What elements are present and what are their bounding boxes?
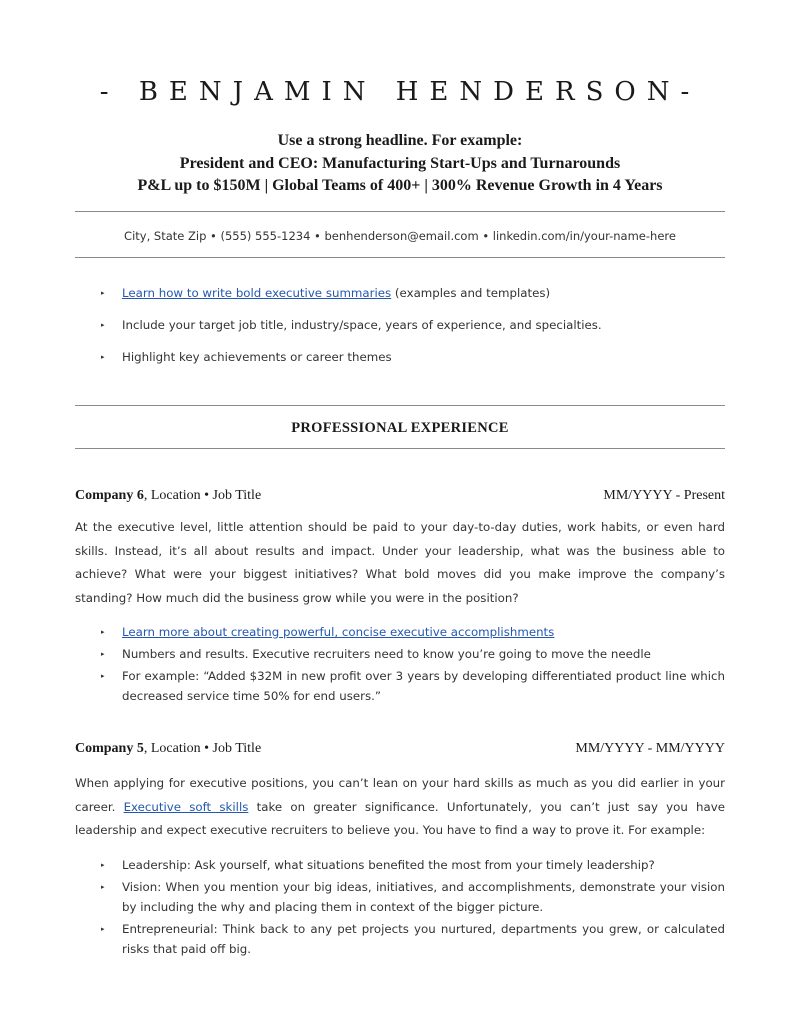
summary-list [75, 284, 725, 380]
accomplishment-text: Numbers and results. Executive recruiters need to know you’re going to move the needle [122, 647, 651, 661]
summary-item [75, 348, 725, 380]
divider [75, 211, 725, 212]
bullet-icon: ▸ [101, 925, 105, 933]
accomplishment-item [75, 644, 725, 664]
bullet-icon: ▸ [101, 861, 105, 869]
bullet-icon: ▸ [101, 650, 105, 658]
job-dates: MM/YYYY - Present [603, 488, 725, 503]
job-dates: MM/YYYY - MM/YYYY [575, 741, 725, 756]
summary-item [75, 284, 725, 316]
job-header [75, 741, 725, 757]
job-details: , Location • Job Title [143, 488, 262, 503]
paragraph-text: When applying for executive positions, you can’t lean on your hard skills as much as you did earlier in your career. [75, 776, 725, 814]
job-header [75, 488, 725, 504]
executive-summaries-link[interactable]: Learn how to write bold executive summaries [122, 286, 392, 300]
accomplishment-text: For example: “Added $32M in new profit over 3 years by developing differentiated product line which decreased service time 50% for end users.” [122, 669, 725, 703]
executive-soft-skills-link[interactable]: Executive soft skills [123, 799, 249, 814]
soft-skill-text: Vision: When you mention your big ideas, initiatives, and accomplishments, demonstrate your vision by including the why and placing them in context of the bigger picture. [122, 880, 725, 914]
bullet-icon: ▸ [101, 289, 105, 297]
headline-line: P&L up to $150M | Global Teams of 400+ | 300% Revenue Growth in 4 Years [137, 177, 663, 194]
summary-item-text: Include your target job title, industry/space, years of experience, and specialties. [122, 318, 602, 332]
contact-info: City, State Zip • (555) 555-1234 • benhenderson@email.com • linkedin.com/in/your-name-here [124, 229, 676, 243]
job-description [75, 772, 725, 843]
executive-accomplishments-link[interactable]: Learn more about creating powerful, concise executive accomplishments [122, 625, 555, 639]
candidate-name: - BENJAMIN HENDERSON- [99, 77, 701, 107]
soft-skill-text: Entrepreneurial: Think back to any pet projects you nurtured, departments you grew, or calculated risks that paid off big. [122, 922, 725, 956]
soft-skill-item [75, 855, 725, 875]
accomplishment-item [75, 622, 725, 642]
job-details: , Location • Job Title [143, 741, 262, 756]
summary-item [75, 316, 725, 348]
divider [75, 405, 725, 406]
headline-line: President and CEO: Manufacturing Start-Ups and Turnarounds [179, 154, 621, 172]
headline-block [0, 130, 800, 198]
soft-skill-item [75, 877, 725, 917]
bullet-icon: ▸ [101, 353, 105, 361]
soft-skill-list [75, 855, 725, 961]
accomplishment-list [75, 622, 725, 708]
soft-skill-text: Leadership: Ask yourself, what situations benefited the most from your timely leadership? [122, 858, 655, 872]
headline-line: Use a strong headline. For example: [277, 132, 523, 149]
company-name: Company 6 [75, 488, 144, 503]
bullet-icon: ▸ [101, 321, 105, 329]
soft-skill-item [75, 919, 725, 959]
paragraph-text: take on greater significance. Unfortunately, you can’t just say you have leadership and expect executive recruiters to believe you. You have to find a way to prove it. For example: [75, 799, 726, 837]
summary-item-text: (examples and templates) [391, 286, 551, 300]
summary-item-text: Highlight key achievements or career themes [122, 350, 392, 364]
company-name: Company 5 [75, 741, 144, 756]
bullet-icon: ▸ [101, 883, 105, 891]
divider [75, 448, 725, 449]
job-description: At the executive level, little attention should be paid to your day-to-day duties, work habits, or even hard skills. Instead, it’s all about results and impact. Under your leadership, what was the business able to achieve? What were your biggest initiatives? What bold moves did you make improve the company’s standing? How much did the business grow while you were in the position? [75, 520, 725, 605]
accomplishment-item [75, 666, 725, 706]
section-title: PROFESSIONAL EXPERIENCE [291, 420, 509, 436]
bullet-icon: ▸ [101, 628, 105, 636]
bullet-icon: ▸ [101, 672, 105, 680]
divider [75, 257, 725, 258]
